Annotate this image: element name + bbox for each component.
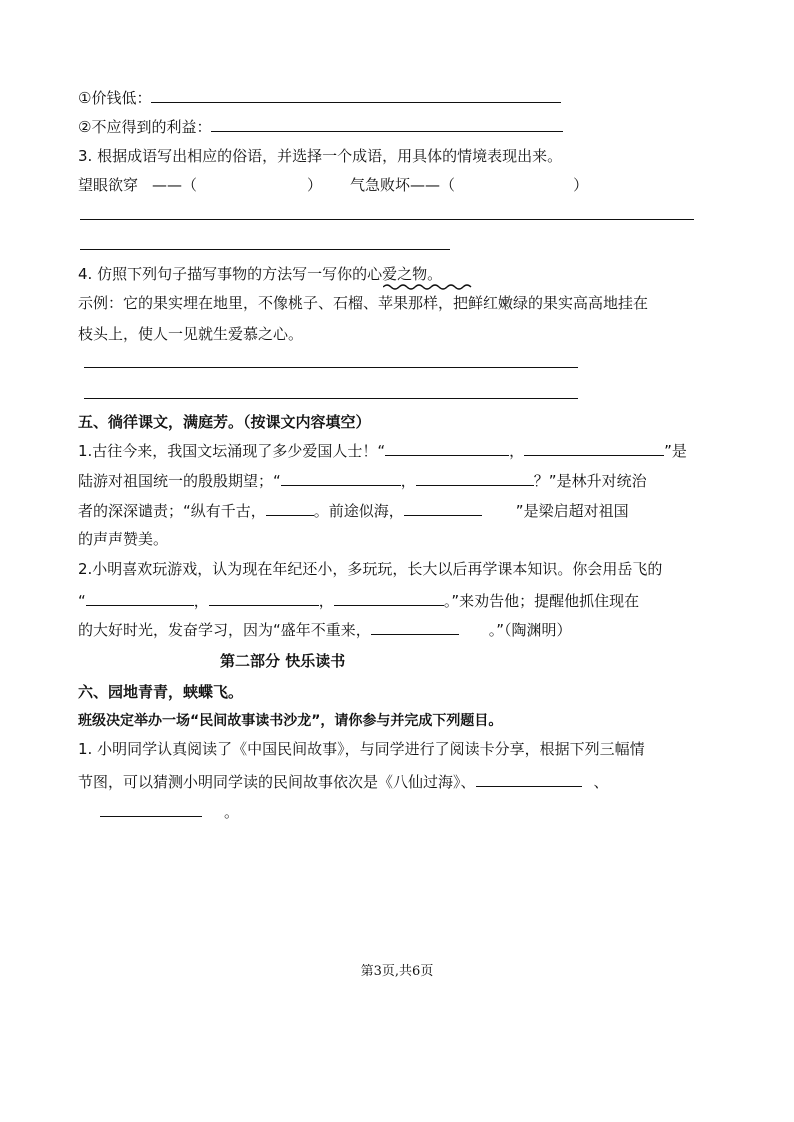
answer-blank[interactable]	[266, 499, 314, 516]
text: ，	[193, 592, 209, 610]
answer-blank[interactable]	[385, 439, 509, 456]
q3-prompt: 3. 根据成语写出相应的俗语，并选择一个成语，用具体的情境表现出来。	[78, 147, 563, 165]
answer-blank[interactable]	[524, 439, 664, 456]
text: ，	[318, 592, 334, 610]
answer-blank[interactable]	[100, 800, 202, 817]
answer-blank[interactable]	[404, 499, 482, 516]
text: 、	[593, 773, 609, 791]
answer-blank[interactable]	[334, 589, 444, 606]
answer-blank[interactable]	[416, 469, 534, 486]
writing-line[interactable]	[80, 249, 450, 250]
s6-q1-line3	[100, 800, 239, 823]
s5-q1-line2	[78, 469, 647, 492]
q4-example-line1: 示例：它的果实埋在地里，不像桃子、石榴、苹果那样，把鲜红嫩绿的果实高高地挂在	[78, 294, 649, 312]
writing-line[interactable]	[84, 398, 578, 399]
text: 。	[224, 803, 240, 821]
q2-item1	[78, 86, 561, 109]
s5-q2-line2	[78, 589, 639, 612]
answer-blank[interactable]	[476, 770, 582, 787]
section5-title: 五、徜徉课文，满庭芳。（按课文内容填空）	[78, 413, 371, 431]
s6-q1-line1: 1. 小明同学认真阅读了《中国民间故事》，与同学进行了阅读卡分享，根据下列三幅情	[78, 740, 645, 758]
q2-item2	[78, 115, 563, 138]
page-number: 第3页,共6页	[360, 964, 434, 979]
idiom-1: 望眼欲穿	[78, 176, 139, 194]
s5-q2-line1: 2.小明喜欢玩游戏，认为现在年纪还小，多玩玩，长大以后再学课本知识。你会用岳飞的	[78, 560, 663, 578]
q2-item1-label: ①价钱低：	[78, 89, 152, 107]
s5-q1-line3	[78, 499, 629, 522]
q3-idioms	[78, 174, 588, 196]
answer-blank[interactable]	[86, 589, 194, 606]
part2-title: 第二部分 快乐读书	[220, 652, 346, 670]
idiom-1-dash: ——（	[152, 176, 198, 194]
answer-blank[interactable]	[281, 469, 401, 486]
text: 陆游对祖国统一的殷殷期望；“	[78, 472, 281, 490]
text: ，	[509, 442, 525, 460]
q4-example-line2: 枝头上，使人一见就生爱慕之心。	[78, 325, 304, 343]
s5-q2-line3	[78, 618, 572, 641]
text: 者的深深谴责；“纵有千古，	[78, 502, 266, 520]
answer-blank[interactable]	[151, 86, 561, 103]
idiom-1-close: ）	[307, 176, 323, 194]
answer-blank[interactable]	[209, 589, 319, 606]
s5-q1-line4: 的声声赞美。	[78, 530, 169, 548]
section6-title: 六、园地青青，蛱蝶飞。	[78, 683, 244, 701]
text: “	[78, 592, 86, 610]
answer-blank[interactable]	[211, 115, 563, 132]
q4-prompt: 4. 仿照下列句子描写事物的方法写一写你的心爱之物。	[78, 265, 443, 283]
text: ，	[400, 472, 416, 490]
answer-blank[interactable]	[371, 618, 459, 635]
writing-line[interactable]	[84, 367, 578, 368]
q2-item2-label: ②不应得到的利益：	[78, 118, 212, 136]
writing-line[interactable]	[80, 219, 694, 220]
text: ”是	[664, 442, 687, 460]
wavy-underline	[383, 283, 473, 291]
text: 。”（陶渊明）	[488, 621, 572, 639]
text: 。前途似海，	[313, 502, 404, 520]
section6-intro: 班级决定举办一场“民间故事读书沙龙”，请你参与并完成下列题目。	[78, 713, 503, 729]
s6-q1-line2	[78, 770, 609, 793]
text: 节图，可以猜测小明同学读的民间故事依次是《八仙过海》、	[78, 773, 476, 791]
text: 的大好时光，发奋学习，因为“盛年不重来，	[78, 621, 371, 639]
text: 1.古往今来，我国文坛涌现了多少爱国人士！“	[78, 442, 386, 460]
text: ”是梁启超对祖国	[515, 502, 629, 520]
s5-q1-line1	[78, 439, 687, 462]
text: 。”来劝告他；提醒他抓住现在	[443, 592, 640, 610]
idiom-2: 气急败坏——（	[350, 176, 456, 194]
idiom-2-close: ）	[573, 176, 589, 194]
text: ？”是林升对统治	[533, 472, 647, 490]
